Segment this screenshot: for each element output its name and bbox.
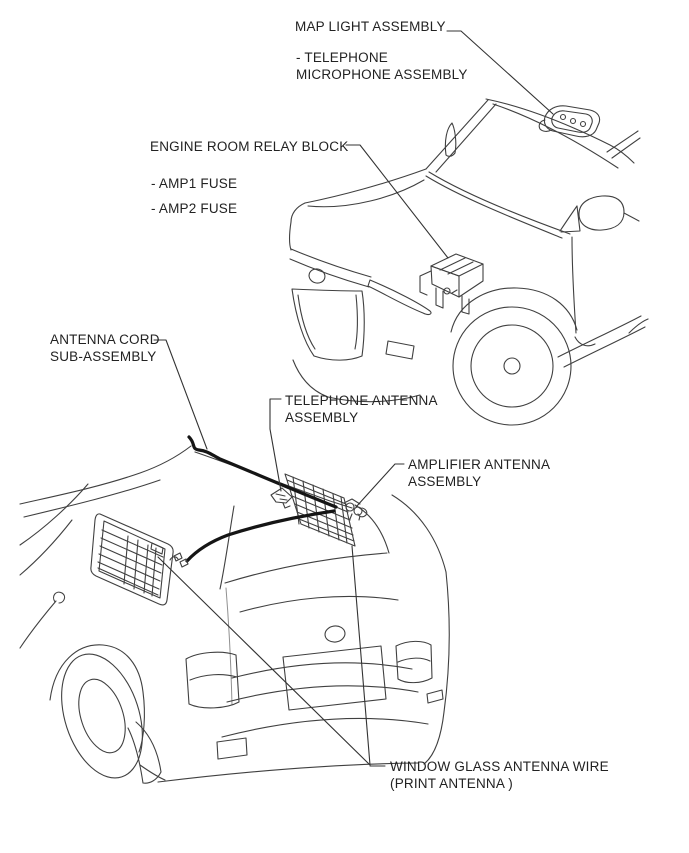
leader-telephone-antenna bbox=[270, 399, 281, 491]
callout-line: - AMP1 FUSE bbox=[151, 176, 238, 191]
callout-amp2-fuse bbox=[151, 200, 237, 217]
engine-room-relay-block-part bbox=[420, 254, 483, 314]
vehicle-rear-view bbox=[20, 437, 449, 788]
callout-line: TELEPHONE ANTENNA bbox=[285, 393, 438, 408]
callout-telephone-microphone-assembly bbox=[296, 49, 468, 83]
callout-amplifier-antenna-assembly bbox=[408, 456, 550, 490]
callout-telephone-antenna-assembly bbox=[285, 392, 438, 426]
callout-line: MICROPHONE ASSEMBLY bbox=[296, 67, 468, 82]
callout-map-light-assembly bbox=[295, 18, 446, 35]
callout-line: SUB-ASSEMBLY bbox=[50, 349, 157, 364]
callout-line: - AMP2 FUSE bbox=[151, 201, 238, 216]
callout-line: - TELEPHONE bbox=[296, 50, 388, 65]
amplifier-antenna-part bbox=[344, 499, 367, 520]
leader-window-glass-2 bbox=[352, 546, 370, 765]
callout-amp1-fuse bbox=[151, 175, 237, 192]
callout-line: AMPLIFIER ANTENNA bbox=[408, 457, 551, 472]
leader-window-glass-1 bbox=[158, 557, 370, 765]
callout-engine-room-relay-block bbox=[150, 138, 348, 155]
callout-line: WINDOW GLASS ANTENNA WIRE bbox=[390, 759, 609, 774]
leader-amplifier-antenna bbox=[356, 464, 404, 507]
callout-line: ANTENNA CORD bbox=[50, 332, 160, 347]
callout-line: ASSEMBLY bbox=[408, 474, 482, 489]
leader-antenna-cord bbox=[154, 340, 207, 449]
callout-antenna-cord-sub-assembly bbox=[50, 331, 160, 365]
callout-window-glass-antenna-wire bbox=[390, 758, 609, 792]
callout-line: (PRINT ANTENNA ) bbox=[390, 776, 513, 791]
antenna-cord-part bbox=[170, 437, 336, 567]
callout-line: ASSEMBLY bbox=[285, 410, 359, 425]
callout-line: MAP LIGHT ASSEMBLY bbox=[295, 19, 446, 34]
callout-line: ENGINE ROOM RELAY BLOCK bbox=[150, 139, 349, 154]
